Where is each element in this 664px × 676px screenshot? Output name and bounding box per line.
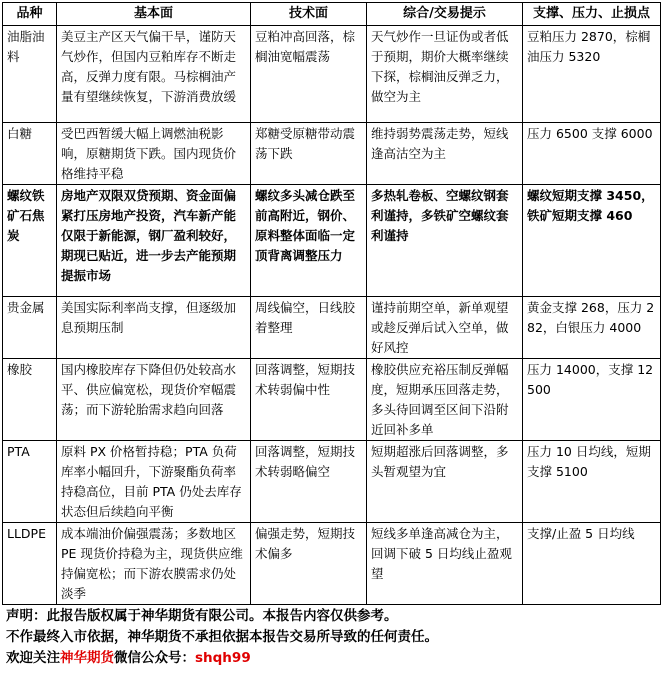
advice-cell: 多热轧卷板、空螺纹钢套利谨持，多铁矿空螺纹套利谨持: [367, 185, 523, 297]
levels-cell: 豆粕压力 2870，棕榈油压力 5320: [523, 26, 661, 123]
table-row: [3, 123, 661, 185]
fundamental-cell: 美国实际利率尚支撑，但逐级加息预期压制: [57, 297, 251, 359]
wechat-label: 微信公众号：: [114, 650, 195, 666]
variety-cell: 白糖: [3, 123, 57, 185]
variety-cell: 贵金属: [3, 297, 57, 359]
technical-cell: 周线偏空，日线胶着整理: [251, 297, 367, 359]
levels-cell: 支撑/止盈 5 日均线: [523, 523, 661, 605]
header-variety: 品种: [3, 3, 57, 26]
market-table: [2, 2, 661, 605]
variety-cell: 橡胶: [3, 359, 57, 441]
levels-cell: 压力 10 日均线，短期支撑 5100: [523, 441, 661, 523]
brand-name: 神华期货: [60, 650, 114, 666]
technical-cell: 偏强走势，短期技术偏多: [251, 523, 367, 605]
fundamental-cell: 原料 PX 价格暂持稳；PTA 负荷库率小幅回升，下游聚酯负荷率持稳高位，目前 PTA 仍处去库存状态但后续趋向平衡: [57, 441, 251, 523]
levels-cell: 压力 6500 支撑 6000: [523, 123, 661, 185]
advice-cell: 短期超涨后回落调整，多头暂观望为宜: [367, 441, 523, 523]
table-body: [3, 26, 661, 605]
technical-cell: 郑糖受原糖带动震荡下跌: [251, 123, 367, 185]
variety-cell: 油脂油料: [3, 26, 57, 123]
technical-cell: 回落调整，短期技术转弱偏中性: [251, 359, 367, 441]
technical-cell: 回落调整，短期技术转弱略偏空: [251, 441, 367, 523]
advice-cell: 橡胶供应充裕压制反弹幅度，短期承压回落走势，多头待回调至区间下沿附近回补多单: [367, 359, 523, 441]
variety-cell: 螺纹铁矿石焦炭: [3, 185, 57, 297]
fundamental-cell: 房地产双限双贷预期、资金面偏紧打压房地产投资，汽车新产能仅限于新能源，钢厂盈利较好，期现已贴近，进一步去产能预期提振市场: [57, 185, 251, 297]
table-header-row: [3, 3, 661, 26]
wechat-line: [6, 648, 660, 669]
disclaimer-line-1: 声明：此报告版权属于神华期货有限公司。本报告内容仅供参考。: [6, 608, 398, 624]
disclaimer: [2, 606, 660, 669]
header-technical: 技术面: [251, 3, 367, 26]
fundamental-cell: 国内橡胶库存下降但仍处较高水平、供应偏宽松，现货价窄幅震荡；而下游轮胎需求趋向回落: [57, 359, 251, 441]
wechat-account: shqh99: [195, 650, 251, 666]
fundamental-cell: 美豆主产区天气偏干旱，谨防天气炒作，但国内豆粕库存不断走高，反弹力度有限。马棕榈油产量有望继续恢复，下游消费放缓: [57, 26, 251, 123]
table-row: [3, 185, 661, 297]
levels-cell: 压力 14000，支撑 12500: [523, 359, 661, 441]
table-row: [3, 297, 661, 359]
levels-cell: 黄金支撑 268，压力 282，白银压力 4000: [523, 297, 661, 359]
header-levels: 支撑、压力、止损点: [523, 3, 661, 26]
table-row: [3, 523, 661, 605]
levels-cell: 螺纹短期支撑 3450，铁矿短期支撑 460: [523, 185, 661, 297]
header-advice: 综合/交易提示: [367, 3, 523, 26]
fundamental-cell: 成本端油价偏强震荡；多数地区 PE 现货价持稳为主，现货供应维持偏宽松；而下游农膜需求仍处淡季: [57, 523, 251, 605]
wechat-prefix: 欢迎关注: [6, 650, 60, 666]
header-fundamental: 基本面: [57, 3, 251, 26]
advice-cell: 维持弱势震荡走势，短线逢高沽空为主: [367, 123, 523, 185]
technical-cell: 螺纹多头减仓跌至前高附近，钢价、原料整体面临一定顶背离调整压力: [251, 185, 367, 297]
report-wrapper: [2, 2, 660, 669]
table-row: [3, 26, 661, 123]
advice-cell: 谨持前期空单，新单观望或趁反弹后试入空单，做好风控: [367, 297, 523, 359]
fundamental-cell: 受巴西暂缓大幅上调燃油税影响，原糖期货下跌。国内现货价格维持平稳: [57, 123, 251, 185]
advice-cell: 天气炒作一旦证伪或者低于预期，期价大概率继续下探，棕榈油反弹乏力，做空为主: [367, 26, 523, 123]
table-row: [3, 359, 661, 441]
technical-cell: 豆粕冲高回落，棕榈油宽幅震荡: [251, 26, 367, 123]
variety-cell: LLDPE: [3, 523, 57, 605]
variety-cell: PTA: [3, 441, 57, 523]
table-row: [3, 441, 661, 523]
disclaimer-line-2: 不作最终入市依据，神华期货不承担依据本报告交易所导致的任何责任。: [6, 629, 438, 645]
advice-cell: 短线多单逢高减仓为主，回调下破 5 日均线止盈观望: [367, 523, 523, 605]
